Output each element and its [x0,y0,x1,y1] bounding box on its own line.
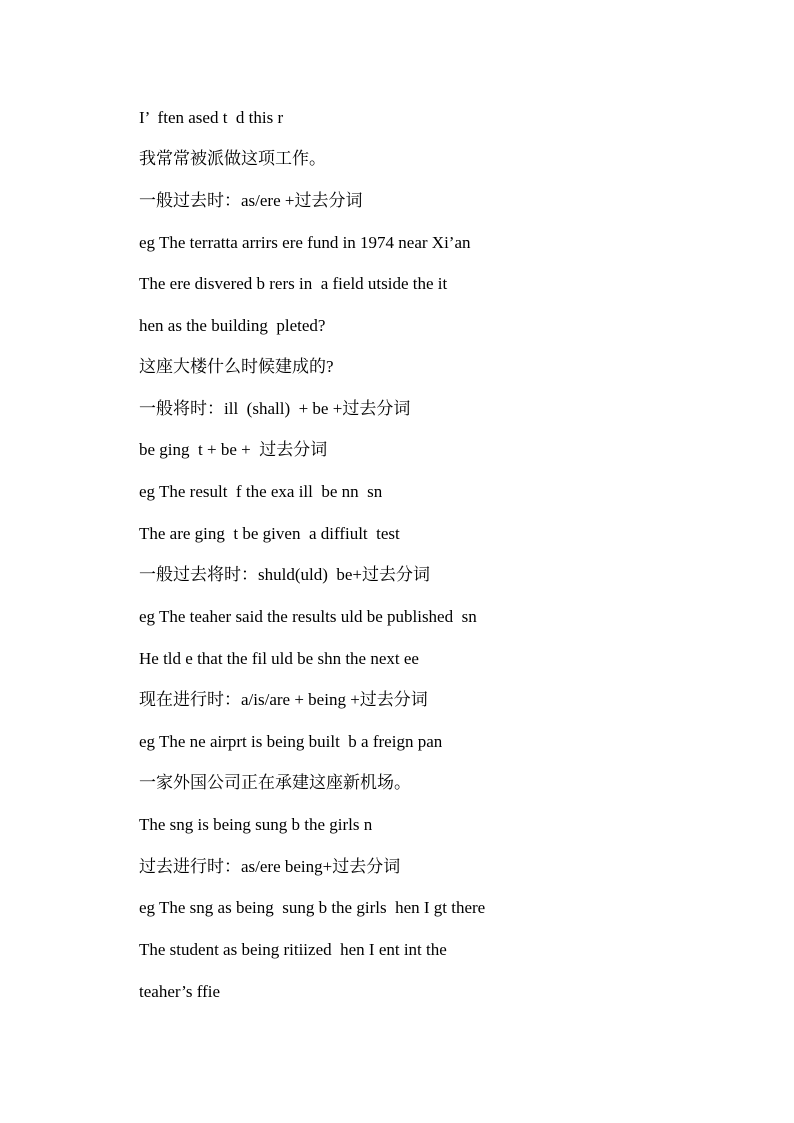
text-line: eg The result f the exa ill be nn sn [139,482,383,501]
text-line: 现在进行时：a/is/are + being +过去分词 [139,690,428,709]
text-line: I’ ften ased t d this r [139,108,284,127]
text-line: be ging t + be + 过去分词 [139,440,328,459]
text-line: The ere disvered b rers in a field utside the it [139,274,448,293]
text-line: The are ging t be given a diffiult test [139,524,400,543]
text-line: eg The terratta arrirs ere fund in 1974 near Xi’an [139,233,471,252]
text-line: hen as the building pleted? [139,316,326,335]
text-line: 过去进行时：as/ere being+过去分词 [139,857,401,876]
text-line: eg The sng as being sung b the girls hen I gt there [139,898,486,917]
text-line: eg The teaher said the results uld be published sn [139,607,477,626]
text-line: 我常常被派做这项工作。 [139,149,326,168]
text-line: 一般过去时：as/ere +过去分词 [139,191,363,210]
text-line: 一般将时：ill (shall) + be +过去分词 [139,399,411,418]
text-line: The sng is being sung b the girls n [139,815,373,834]
text-line: He tld e that the fil uld be shn the next ee [139,649,419,668]
text-line: 这座大楼什么时候建成的? [139,357,334,376]
text-line: 一般过去将时：shuld(uld) be+过去分词 [139,565,431,584]
text-line: 一家外国公司正在承建这座新机场。 [139,773,411,792]
text-line: teaher’s ffie [139,982,221,1001]
text-line: The student as being ritiized hen I ent int the [139,940,447,959]
text-line: eg The ne airprt is being built b a freign pan [139,732,443,751]
